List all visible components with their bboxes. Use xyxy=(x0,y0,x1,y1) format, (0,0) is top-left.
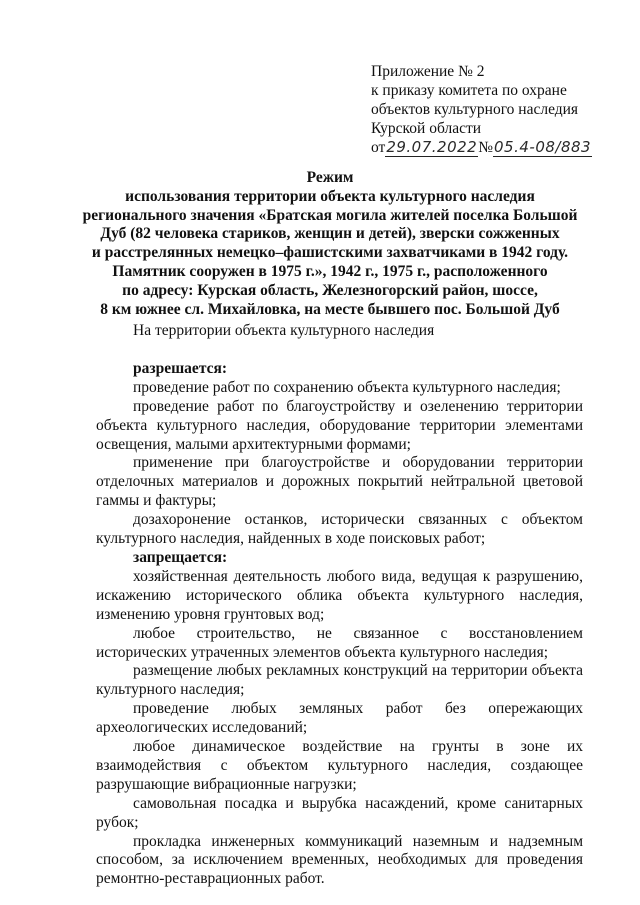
heading-line: Памятник сооружен в 1975 г.», 1942 г., 1975 г., расположенного xyxy=(112,262,548,280)
annex-header xyxy=(371,62,611,157)
prohibited-item: любое строительство, не связанное с восстановлением исторических утраченных элементов объекта культурного наследия; xyxy=(96,624,583,661)
heading-line: использования территории объекта культурного наследия xyxy=(125,187,535,205)
document-heading xyxy=(80,169,580,319)
allowed-item: применение при благоустройстве и оборудовании территории отделочных материалов и дорожных покрытий нейтральной цветовой гаммы и фактуры; xyxy=(96,454,583,510)
prohibited-section-label: запрещается: xyxy=(133,548,228,566)
prohibited-item: самовольная посадка и вырубка насаждений, кроме санитарных рубок; xyxy=(96,794,583,831)
heading-line: регионального значения «Братская могила жителей поселка Большой xyxy=(82,206,578,224)
heading-line: Дуб (82 человека стариков, женщин и детей), зверски сожженных xyxy=(100,225,560,243)
heading-line: 8 км южнее сл. Михайловка, на месте бывшего пос. Большой Дуб xyxy=(100,300,560,318)
annex-order-reference xyxy=(371,138,611,157)
annex-line-1: Приложение № 2 xyxy=(371,63,485,80)
document-body xyxy=(96,322,583,889)
heading-line: по адресу: Курская область, Железногорский район, шоссе, xyxy=(122,281,538,299)
annex-line-2: к приказу комитета по охране xyxy=(371,82,567,99)
prohibited-item: прокладка инженерных коммуникаций наземным и надземным способом, за исключением временных, необходимых для проведения ремонтно-реставрационных работ. xyxy=(96,832,583,888)
document-title: Режим xyxy=(306,169,354,186)
annex-from-label: от xyxy=(371,139,386,156)
annex-order-date: 29.07.2022 xyxy=(386,138,478,156)
prohibited-item: хозяйственная деятельность любого вида, ведущая к разрушению, искажению исторического облика объекта культурного наследия, изменению уровня грунтовых вод; xyxy=(96,567,583,623)
prohibited-item: любое динамическое воздействие на грунты в зоне их взаимодействия с объектом культурного наследия, создающее разрушающие вибрационные нагрузки; xyxy=(96,738,583,793)
prohibited-item: проведение любых земляных работ без опережающих археологических исследований; xyxy=(96,700,583,737)
allowed-item: проведение работ по сохранению объекта культурного наследия; xyxy=(133,378,561,396)
allowed-section-label: разрешается: xyxy=(133,359,228,377)
prohibited-item: размещение любых рекламных конструкций на территории объекта культурного наследия; xyxy=(96,662,583,699)
annex-line-3: объектов культурного наследия xyxy=(371,101,579,118)
heading-line: и расстрелянных немецко–фашистскими захватчиками в 1942 году. xyxy=(91,244,569,262)
annex-number-label: № xyxy=(478,139,494,156)
allowed-item: проведение работ по благоустройству и озеленению территории объекта культурного наследия, оборудование территории элементами освещения, малыми архитектурными формами; xyxy=(96,397,583,453)
allowed-item: дозахоронение останков, исторически связанных с объектом культурного наследия, найденных в ходе поисковых работ; xyxy=(96,511,583,548)
annex-order-number: 05.4-08/883 xyxy=(494,138,592,156)
annex-line-4: Курской области xyxy=(371,120,482,137)
intro-paragraph: На территории объекта культурного наследия xyxy=(133,322,435,339)
